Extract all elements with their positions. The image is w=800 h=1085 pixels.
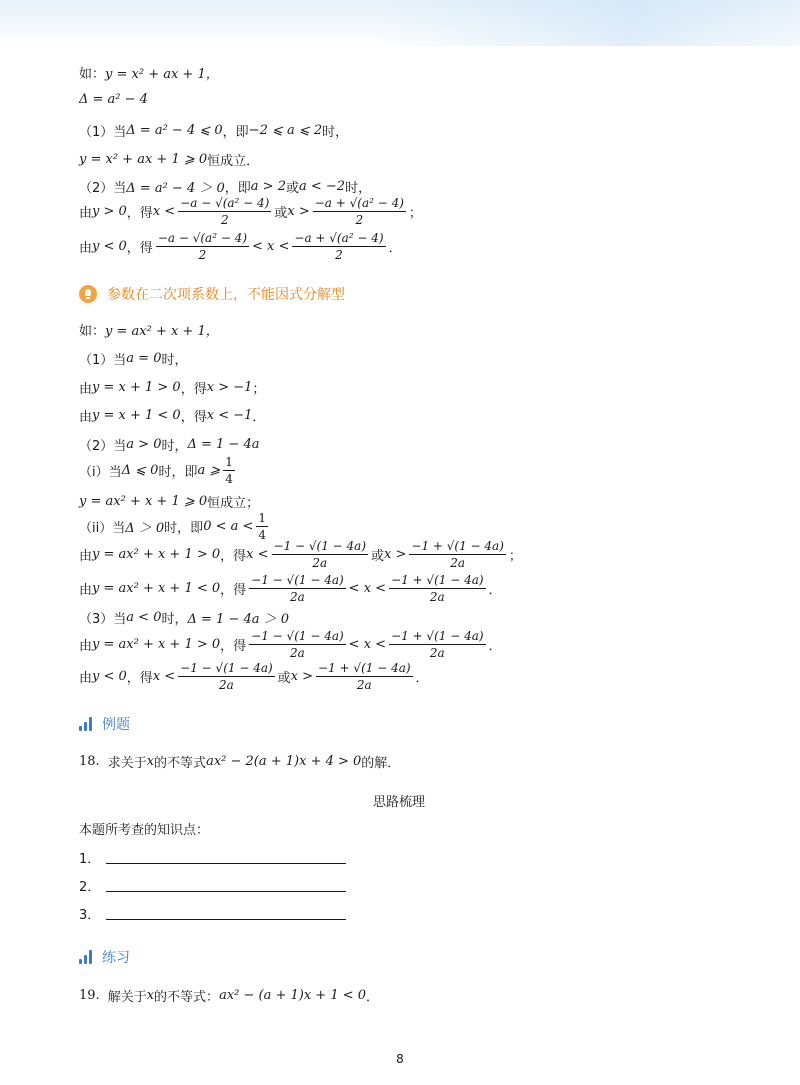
math: x > −1 xyxy=(206,380,253,395)
p2-line-2 xyxy=(79,349,187,368)
p2-line-8 xyxy=(79,512,271,541)
fraction xyxy=(272,540,369,569)
text: ． xyxy=(252,410,266,425)
denominator: 2a xyxy=(429,590,445,604)
numerator: −1 + √(1 − 4a) xyxy=(318,661,411,675)
p2-line-11 xyxy=(79,608,289,627)
p1-line-5 xyxy=(79,177,371,196)
math: x > xyxy=(287,204,310,219)
text: （ii）当 xyxy=(79,521,126,536)
math: y = x + 1 > 0 xyxy=(92,380,181,395)
fraction xyxy=(156,232,249,261)
fraction xyxy=(409,540,506,569)
math: < x < xyxy=(348,637,387,652)
denominator: 2 xyxy=(220,213,229,227)
fraction xyxy=(249,630,346,659)
text: ，得 xyxy=(220,639,247,654)
p1-line-6 xyxy=(79,197,422,226)
math: x xyxy=(146,754,155,769)
denominator: 2a xyxy=(429,646,445,660)
question-number: 19. xyxy=(79,988,100,1003)
fraction xyxy=(292,232,385,261)
numerator: −1 + √(1 − 4a) xyxy=(411,539,504,553)
fraction xyxy=(389,630,486,659)
text: 或 xyxy=(371,549,385,564)
section-title xyxy=(79,284,345,304)
denominator: 2a xyxy=(312,556,328,570)
math: Δ = 1 − 4a xyxy=(187,437,260,452)
fraction xyxy=(316,662,413,691)
text: 由 xyxy=(79,241,93,256)
text: 如： xyxy=(79,67,106,82)
thinking-title: 思路梳理 xyxy=(372,795,425,810)
text: 时， xyxy=(161,353,188,368)
blank-number: 2． xyxy=(79,880,101,895)
math: a > 0 xyxy=(126,437,162,452)
math: y = ax² + x + 1 > 0 xyxy=(92,637,221,652)
math: x xyxy=(146,988,155,1003)
text: 时，即 xyxy=(164,521,204,536)
math: Δ = a² − 4 ⩽ 0 xyxy=(126,123,223,138)
math: < x < xyxy=(348,581,387,596)
denominator: 2 xyxy=(355,213,364,227)
math: x > xyxy=(384,547,407,562)
math: a < −2 xyxy=(298,179,346,194)
denominator: 2 xyxy=(335,248,343,262)
text: 由 xyxy=(79,382,93,397)
math: x < xyxy=(152,204,176,219)
fraction xyxy=(249,574,346,603)
text: ，得 xyxy=(126,671,153,686)
text: 时， xyxy=(161,439,188,454)
section-title-text: 参数在二次项系数上，不能因式分解型 xyxy=(107,287,345,303)
text: （2）当 xyxy=(79,181,127,196)
knowledge-label: 本题所考查的知识点： xyxy=(79,823,210,838)
numerator: −1 − √(1 − 4a) xyxy=(273,539,367,553)
fraction xyxy=(178,662,275,691)
text: 如： xyxy=(79,324,106,339)
text: 或 xyxy=(274,206,288,221)
p2-line-13 xyxy=(79,662,429,691)
text: ； xyxy=(508,549,522,564)
header-band xyxy=(0,0,800,46)
numerator: −1 − √(1 − 4a) xyxy=(180,661,273,675)
text: 恒成立； xyxy=(207,496,260,511)
p2-line-12 xyxy=(79,630,502,659)
text: ，得 xyxy=(126,206,153,221)
answer-blank[interactable] xyxy=(106,879,346,892)
blank-line-2 xyxy=(79,876,346,895)
math: Δ ⩽ 0 xyxy=(121,463,159,478)
p2-line-9 xyxy=(79,540,522,569)
text: 由 xyxy=(79,639,93,654)
denominator: 2a xyxy=(290,590,305,604)
numerator: −1 + √(1 − 4a) xyxy=(391,629,484,643)
text: ． xyxy=(415,671,429,686)
text: 的解． xyxy=(361,756,401,771)
text: 由 xyxy=(79,583,93,598)
denominator: 2a xyxy=(356,678,372,692)
math: Δ = 1 − 4a ＞ 0 xyxy=(187,612,290,627)
numerator: 1 xyxy=(225,455,233,469)
numerator: −1 − √(1 − 4a) xyxy=(251,629,344,643)
lightbulb-icon xyxy=(79,285,97,303)
p2-line-3 xyxy=(79,378,265,397)
numerator: 1 xyxy=(258,511,267,525)
question-19 xyxy=(79,986,379,1005)
text: ． xyxy=(488,583,502,598)
math: < x < xyxy=(252,239,290,254)
text: 时， xyxy=(322,125,349,140)
text: 时，即 xyxy=(158,465,198,480)
text: 由 xyxy=(79,549,93,564)
text: ； xyxy=(408,206,422,221)
text: 时， xyxy=(345,181,372,196)
text: ，即 xyxy=(222,125,249,140)
math: a < 0 xyxy=(126,610,162,625)
text: 由 xyxy=(79,671,93,686)
p2-line-10 xyxy=(79,574,502,603)
numerator: −a − √(a² − 4) xyxy=(157,231,247,245)
text: 时， xyxy=(161,612,188,627)
math: a > 2 xyxy=(250,179,286,194)
question-18 xyxy=(79,752,400,771)
fraction xyxy=(256,512,268,541)
answer-blank[interactable] xyxy=(106,851,346,864)
text: 解关于 xyxy=(107,990,147,1005)
text: ； xyxy=(252,382,266,397)
p1-line-2 xyxy=(79,92,148,107)
denominator: 2 xyxy=(198,248,207,262)
math: y = x² + ax + 1 ⩾ 0 xyxy=(79,152,208,167)
p1-line-7 xyxy=(79,232,402,261)
header-wave xyxy=(380,0,800,46)
text: 或 xyxy=(285,181,299,196)
denominator: 4 xyxy=(225,472,233,486)
math: x < −1 xyxy=(206,408,253,423)
text: 由 xyxy=(79,410,93,425)
text: 的不等式 xyxy=(154,756,207,771)
blank-line-1 xyxy=(79,848,346,867)
text: ，得 xyxy=(126,241,153,256)
text: ，得 xyxy=(180,382,207,397)
p1-line-4 xyxy=(79,150,259,169)
fraction xyxy=(178,197,271,226)
p2-line-1 xyxy=(79,320,219,339)
numerator: −1 + √(1 − 4a) xyxy=(391,573,484,587)
text: ． xyxy=(366,990,380,1005)
text: （1）当 xyxy=(79,353,127,368)
math: y > 0 xyxy=(92,204,127,219)
math: y = x + 1 < 0 xyxy=(92,408,181,423)
text: （2）当 xyxy=(79,439,127,454)
numerator: −a + √(a² − 4) xyxy=(294,231,384,245)
text: ． xyxy=(388,241,402,256)
p2-line-7 xyxy=(79,492,259,511)
numerator: −1 − √(1 − 4a) xyxy=(251,573,344,587)
fraction xyxy=(223,456,235,485)
denominator: 2a xyxy=(290,646,305,660)
fraction xyxy=(313,197,406,226)
denominator: 2a xyxy=(450,556,466,570)
math: y = x² + ax + 1， xyxy=(105,67,219,82)
blank-line-3 xyxy=(79,904,346,923)
math: y = ax² + x + 1， xyxy=(105,324,219,339)
text: 恒成立． xyxy=(207,154,260,169)
page-number: 8 xyxy=(396,1052,404,1066)
math: y = ax² + x + 1 > 0 xyxy=(92,547,221,562)
question-number: 18. xyxy=(79,754,100,769)
math: y = ax² + x + 1 ⩾ 0 xyxy=(79,494,208,509)
math: ax² − 2(a + 1)x + 4 > 0 xyxy=(206,754,362,769)
text: ，得 xyxy=(220,549,247,564)
math: −2 ⩽ a ⩽ 2 xyxy=(248,123,323,138)
text: 的不等式： xyxy=(154,990,220,1005)
p2-line-6 xyxy=(79,456,238,485)
answer-blank[interactable] xyxy=(106,907,346,920)
math: ax² − (a + 1)x + 1 < 0 xyxy=(219,988,367,1003)
fraction xyxy=(389,574,486,603)
text: ，得 xyxy=(220,583,247,598)
text: 由 xyxy=(79,206,93,221)
blank-number: 1． xyxy=(79,852,101,867)
math: y < 0 xyxy=(92,239,127,254)
math: 0 < a < xyxy=(203,519,254,534)
practice-heading-text: 练习 xyxy=(102,950,130,966)
text: ． xyxy=(488,639,502,654)
denominator: 4 xyxy=(258,528,267,542)
numerator: −a − √(a² − 4) xyxy=(180,196,270,210)
math: a = 0 xyxy=(126,351,162,366)
text: ，得 xyxy=(180,410,207,425)
p2-line-5 xyxy=(79,435,259,454)
math: Δ = a² − 4 ＞ 0 xyxy=(126,181,225,196)
practice-heading xyxy=(79,947,130,967)
p2-line-4 xyxy=(79,406,265,425)
text: 求关于 xyxy=(107,756,147,771)
math: y < 0 xyxy=(92,669,127,684)
math: x < xyxy=(246,547,269,562)
p1-line-1 xyxy=(79,63,219,82)
numerator: −a + √(a² − 4) xyxy=(314,196,404,210)
p1-line-3 xyxy=(79,121,348,140)
text: （3）当 xyxy=(79,612,127,627)
math: y = ax² + x + 1 < 0 xyxy=(92,581,221,596)
bar-chart-icon xyxy=(79,717,92,731)
math: Δ = a² − 4 xyxy=(79,92,148,107)
text: 或 xyxy=(277,671,291,686)
example-heading-text: 例题 xyxy=(102,717,130,733)
math: x > xyxy=(290,669,314,684)
math: a ⩾ xyxy=(197,463,221,478)
text: （1）当 xyxy=(79,125,127,140)
text: （i）当 xyxy=(79,465,122,480)
example-heading xyxy=(79,714,130,734)
math: Δ ＞ 0 xyxy=(125,521,165,536)
math: x < xyxy=(152,669,176,684)
blank-number: 3． xyxy=(79,908,101,923)
bar-chart-icon xyxy=(79,950,92,964)
text: ，即 xyxy=(224,181,251,196)
denominator: 2a xyxy=(219,678,234,692)
